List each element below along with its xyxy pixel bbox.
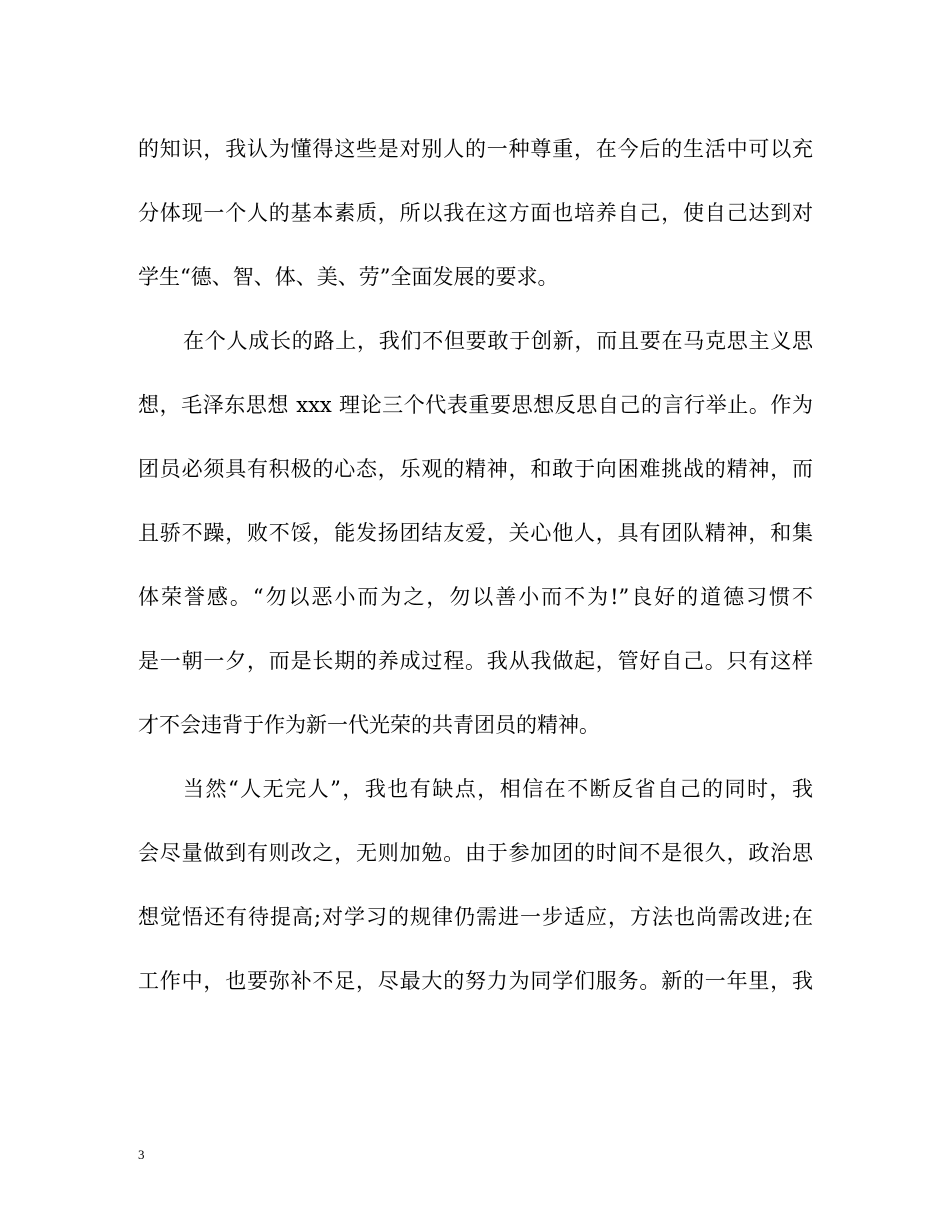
page-number: 3 — [138, 1147, 145, 1162]
text-line-7: 且骄不躁，败不馁，能发扬团结友爱，关心他人，具有团队精神，和集 — [138, 521, 813, 545]
text-line-4: 在个人成长的路上，我们不但要敢于创新，而且要在马克思主义思 — [183, 329, 813, 353]
text-line-9: 是一朝一夕，而是长期的养成过程。我从我做起，管好自己。只有这样 — [138, 649, 813, 673]
text-line-3: 学生“德、智、体、美、劳”全面发展的要求。 — [138, 265, 559, 289]
text-line-2: 分体现一个人的基本素质，所以我在这方面也培养自己，使自己达到对 — [138, 201, 813, 225]
text-line-5: 想，毛泽东思想 xxx 理论三个代表重要思想反思自己的言行举止。作为 — [138, 393, 813, 417]
text-line-8: 体荣誉感。“勿以恶小而为之，勿以善小而不为!”良好的道德习惯不 — [138, 585, 813, 609]
text-line-11: 当然“人无完人”，我也有缺点，相信在不断反省自己的同时，我 — [183, 777, 813, 801]
text-line-12: 会尽量做到有则改之，无则加勉。由于参加团的时间不是很久，政治思 — [138, 841, 813, 865]
text-line-1: 的知识，我认为懂得这些是对别人的一种尊重，在今后的生活中可以充 — [138, 137, 813, 161]
text-line-10: 才不会违背于作为新一代光荣的共青团员的精神。 — [138, 713, 600, 737]
body-text — [138, 117, 813, 1013]
text-line-14: 工作中，也要弥补不足，尽最大的努力为同学们服务。新的一年里，我 — [138, 969, 813, 993]
text-line-13: 想觉悟还有待提高;对学习的规律仍需进一步适应，方法也尚需改进;在 — [138, 905, 813, 929]
text-line-6: 团员必须具有积极的心态，乐观的精神，和敢于向困难挑战的精神，而 — [138, 457, 813, 481]
